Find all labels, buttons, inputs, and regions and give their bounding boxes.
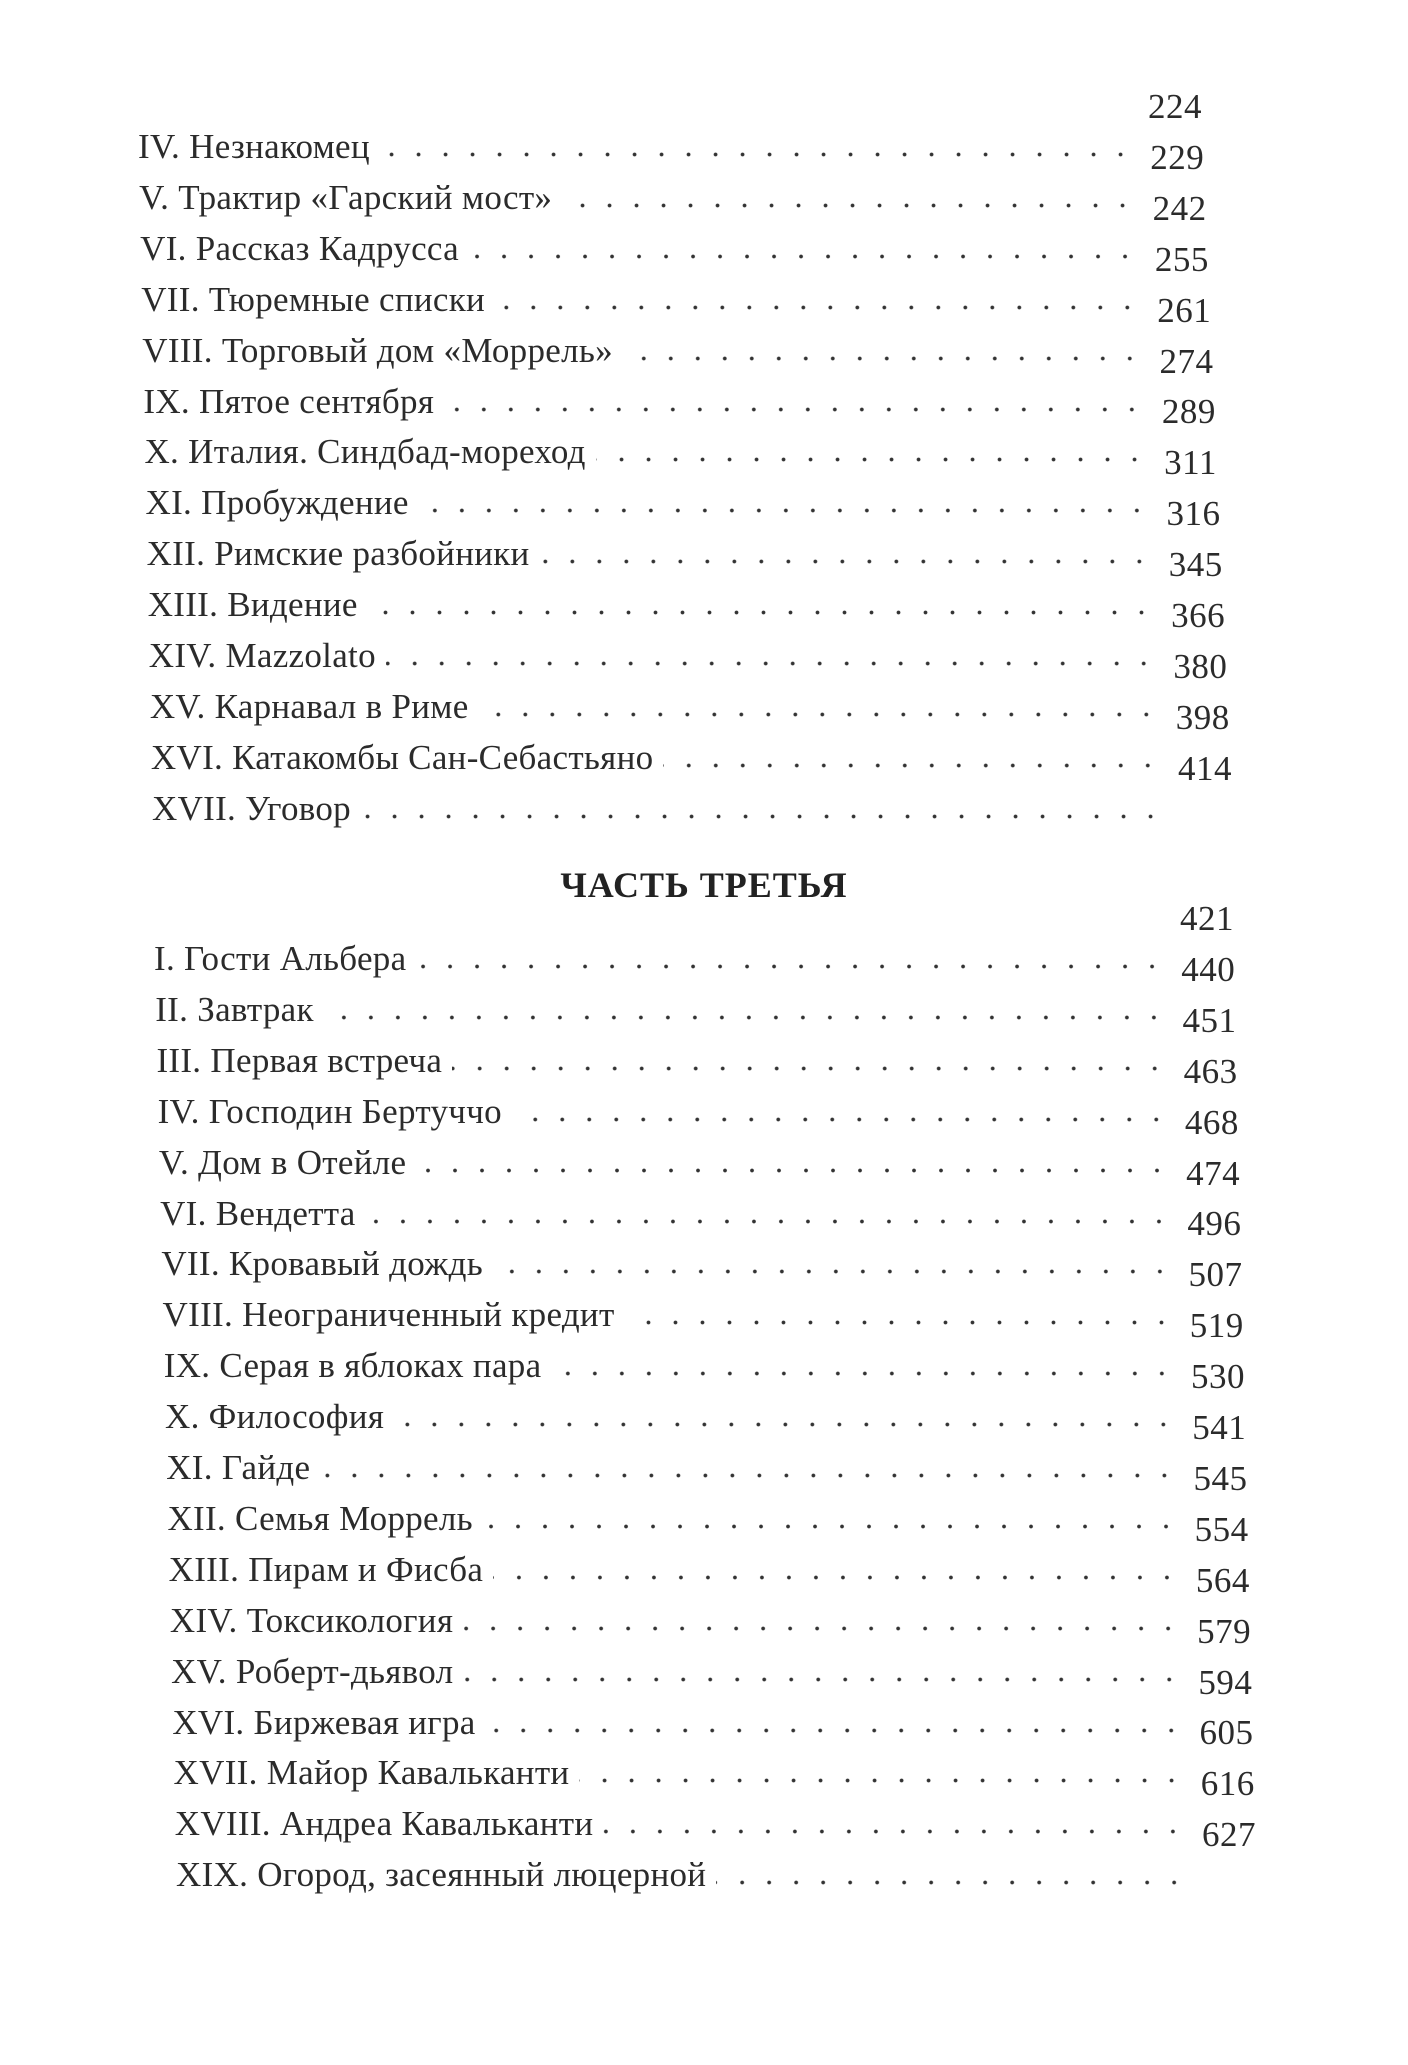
toc-entry-page-number: 380 xyxy=(1173,646,1228,686)
toc-entry-page-number: 242 xyxy=(1152,188,1207,228)
dot-leader xyxy=(419,482,1150,524)
toc-entry xyxy=(155,981,1167,1031)
toc-entry xyxy=(165,1388,1177,1438)
toc-entry-title: XI. Пробуждение xyxy=(145,483,409,523)
dot-leader xyxy=(368,584,1155,626)
toc-entry-page-number: 414 xyxy=(1178,748,1232,788)
dot-leader xyxy=(479,686,1160,728)
dot-leader xyxy=(603,1803,1186,1845)
toc-entry-page-number: 289 xyxy=(1161,392,1216,432)
dot-leader xyxy=(625,1294,1175,1336)
toc-entry-title: XIV. Токсикология xyxy=(169,1600,454,1640)
toc-entry-page-number: 224 xyxy=(1148,87,1202,126)
toc-entry-title: XIV. Mazzolato xyxy=(148,636,376,675)
toc-entry-title: XVII. Майор Кавальканти xyxy=(173,1753,570,1793)
toc-entry-title: XIII. Видение xyxy=(147,585,358,625)
toc-entry-page-number: 627 xyxy=(1202,1815,1256,1855)
toc-entry-title: IV. Незнакомец xyxy=(138,127,370,166)
dot-leader xyxy=(361,788,1164,830)
toc-entry-page-number: 316 xyxy=(1166,494,1221,534)
dot-leader xyxy=(380,126,1134,168)
toc-entry-page-number: 519 xyxy=(1189,1306,1244,1346)
toc-entry xyxy=(150,678,1160,728)
toc-entry-title: VI. Рассказ Кадрусса xyxy=(140,228,460,268)
toc-entry-title: VII. Кровавый дождь xyxy=(161,1244,483,1284)
toc-entry xyxy=(152,780,1164,830)
toc-entry xyxy=(140,220,1138,270)
toc-entry xyxy=(170,1592,1182,1642)
toc-entry-title: VIII. Торговый дом «Моррель» xyxy=(142,330,613,370)
dot-leader xyxy=(493,1243,1173,1285)
toc-entry xyxy=(167,1490,1179,1540)
toc-entry-page-number: 605 xyxy=(1199,1713,1254,1753)
dot-leader xyxy=(416,938,1166,980)
toc-entry-page-number: 440 xyxy=(1181,949,1236,989)
toc-entry-page-number: 274 xyxy=(1159,341,1214,381)
toc-entry xyxy=(146,474,1151,524)
dot-leader xyxy=(551,1345,1175,1387)
dot-leader xyxy=(486,1702,1185,1744)
dot-leader xyxy=(463,1651,1183,1693)
toc-entry xyxy=(172,1694,1184,1744)
toc-entry xyxy=(158,1083,1170,1133)
toc-entry-page-number: 398 xyxy=(1175,697,1230,737)
toc-entry-page-number: 554 xyxy=(1194,1509,1249,1549)
toc-entry-title: XII. Семья Моррель xyxy=(167,1498,473,1538)
toc-entry-title: V. Трактир «Гарский мост» xyxy=(139,177,553,217)
toc-entry-title: VIII. Неограниченный кредит xyxy=(162,1295,615,1335)
toc-entry-title: XV. Карнавал в Риме xyxy=(149,686,469,726)
toc-entry-title: XVI. Катакомбы Сан-Себастьяно xyxy=(150,737,654,777)
dot-leader xyxy=(386,635,1157,677)
toc-entry-title: XI. Гайде xyxy=(166,1448,311,1487)
toc-entry-title: IX. Пятое сентября xyxy=(143,381,435,421)
toc-entry xyxy=(151,729,1162,779)
dot-leader xyxy=(463,1600,1182,1642)
toc-entry-title: XIX. Огород, засеянный люцерной xyxy=(176,1855,707,1895)
toc-entry-title: IV. Господин Бертуччо xyxy=(157,1091,502,1131)
toc-entry-title: V. Дом в Отейле xyxy=(158,1142,407,1182)
toc-entry-title: VI. Вендетта xyxy=(160,1193,356,1233)
toc-entry-title: XVIII. Андреа Кавальканти xyxy=(174,1804,594,1844)
toc-entry-title: III. Первая встреча xyxy=(156,1040,443,1080)
toc-entry xyxy=(171,1643,1183,1693)
toc-entry-page-number: 474 xyxy=(1186,1153,1241,1193)
dot-leader xyxy=(493,1549,1180,1591)
toc-entry xyxy=(138,118,1134,168)
dot-leader xyxy=(469,228,1139,270)
toc-entry xyxy=(148,576,1155,626)
dot-leader xyxy=(495,279,1141,321)
toc-entry-title: XIII. Пирам и Фисба xyxy=(168,1549,484,1589)
dot-leader xyxy=(540,533,1153,575)
dot-leader xyxy=(394,1396,1177,1438)
dot-leader xyxy=(579,1752,1185,1794)
toc-entry-page-number: 468 xyxy=(1184,1102,1239,1142)
toc-entry-page-number: 616 xyxy=(1200,1764,1255,1804)
toc-entry-page-number: 463 xyxy=(1183,1051,1238,1091)
dot-leader xyxy=(623,330,1143,372)
toc-entry-title: VII. Тюремные списки xyxy=(141,279,486,319)
dot-leader xyxy=(452,1040,1168,1082)
dot-leader xyxy=(320,1447,1178,1489)
toc-entry-title: XII. Римские разбойники xyxy=(146,534,530,574)
toc-entry xyxy=(149,627,1157,677)
toc-entry-page-number: 229 xyxy=(1150,137,1205,177)
toc-entry-page-number: 451 xyxy=(1182,1000,1237,1040)
toc-entry-page-number: 507 xyxy=(1188,1255,1243,1295)
toc-entry xyxy=(143,373,1145,423)
toc-entry xyxy=(139,169,1136,219)
toc-entry-page-number: 564 xyxy=(1195,1560,1250,1600)
dot-leader xyxy=(444,381,1145,423)
dot-leader xyxy=(416,1142,1171,1184)
toc-entry-page-number: 421 xyxy=(1180,899,1234,938)
toc-entry-page-number: 579 xyxy=(1197,1611,1252,1651)
toc-entry xyxy=(174,1744,1186,1794)
toc-entry xyxy=(175,1795,1187,1845)
toc-entry xyxy=(166,1439,1178,1489)
toc-entry xyxy=(159,1134,1171,1184)
toc-entry-page-number: 345 xyxy=(1168,545,1223,585)
toc-entry-title: XVII. Уговор xyxy=(152,788,351,828)
toc-entry-page-number: 496 xyxy=(1187,1204,1242,1244)
toc-entry-title: XV. Роберт-дьявол xyxy=(171,1651,454,1691)
toc-entry-page-number: 541 xyxy=(1192,1408,1247,1447)
toc-entry-page-number: 261 xyxy=(1157,290,1212,330)
dot-leader xyxy=(512,1091,1170,1133)
part-three-heading: ЧАСТЬ ТРЕТЬЯ xyxy=(560,865,848,905)
toc-entry xyxy=(141,271,1141,321)
toc-entry xyxy=(169,1541,1181,1591)
dot-leader xyxy=(366,1193,1172,1235)
toc-entry-page-number: 594 xyxy=(1198,1662,1253,1702)
dot-leader xyxy=(596,431,1148,473)
toc-entry-title: X. Италия. Синдбад-мореход xyxy=(144,432,586,472)
toc-entry xyxy=(161,1235,1173,1285)
dot-leader xyxy=(324,989,1167,1031)
toc-entry-title: XVI. Биржевая игра xyxy=(172,1702,476,1742)
toc-entry-page-number: 366 xyxy=(1171,596,1226,635)
toc-entry xyxy=(147,525,1153,575)
toc-entry-title: I. Гости Альбера xyxy=(154,939,407,978)
toc-entry-title: IX. Серая в яблоках пара xyxy=(163,1346,542,1386)
toc-entry xyxy=(163,1286,1175,1336)
toc-entry xyxy=(144,423,1147,473)
toc-entry xyxy=(164,1337,1176,1387)
toc-entry-page-number: 311 xyxy=(1164,443,1217,483)
dot-leader xyxy=(483,1498,1180,1540)
toc-entry-page-number: 255 xyxy=(1154,239,1209,279)
dot-leader xyxy=(663,737,1161,779)
toc-entry-page-number: 530 xyxy=(1191,1357,1245,1397)
toc-entry-page-number: 545 xyxy=(1193,1458,1248,1498)
dot-leader xyxy=(716,1854,1188,1896)
toc-entry xyxy=(160,1185,1172,1235)
toc-entry-title: II. Завтрак xyxy=(155,989,314,1029)
toc-entry xyxy=(142,322,1143,372)
toc-entry xyxy=(176,1846,1188,1896)
toc-entry xyxy=(156,1032,1168,1082)
dot-leader xyxy=(562,177,1136,219)
toc-entry-title: X. Философия xyxy=(165,1397,385,1437)
toc-entry xyxy=(154,930,1166,980)
